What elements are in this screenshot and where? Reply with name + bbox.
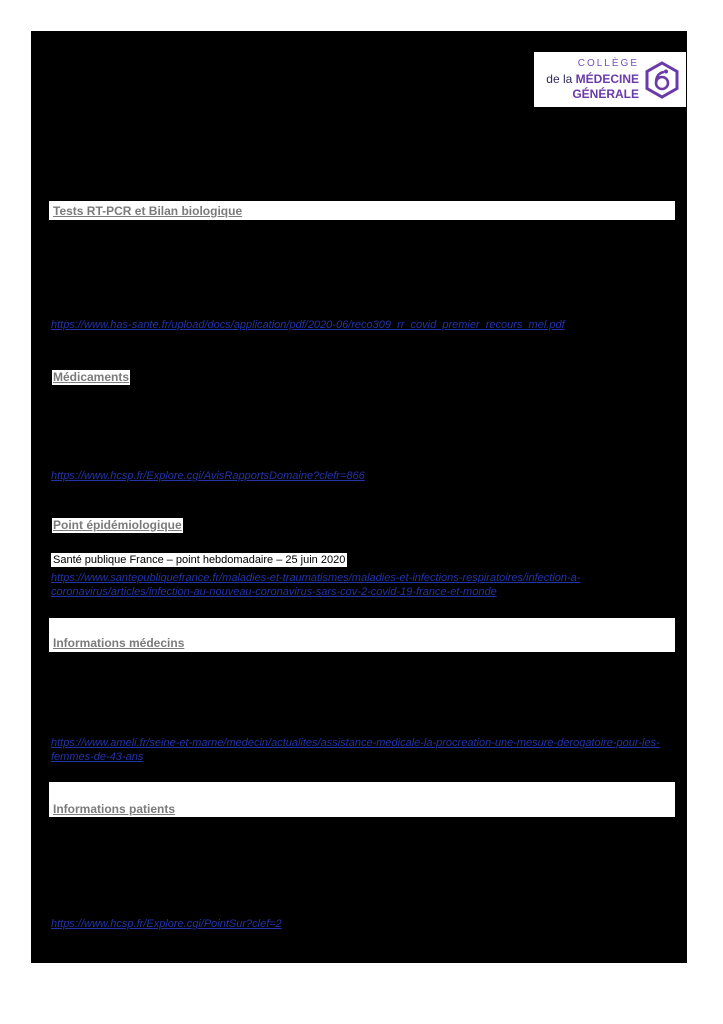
heading-epidemio: Point épidémiologique — [53, 518, 182, 532]
logo-line1: COLLÈGE — [577, 58, 639, 69]
logo-line2-prefix: de la — [546, 72, 576, 86]
college-medecine-generale-logo — [534, 52, 686, 107]
logo-line3: GÉNÉRALE — [572, 87, 639, 101]
link-hcsp-point-sur[interactable]: https://www.hcsp.fr/Explore.cgi/PointSur?clef=2 — [51, 918, 282, 930]
link-hcsp-avis[interactable]: https://www.hcsp.fr/Explore.cgi/AvisRapportsDomaine?clefr=866 — [51, 470, 365, 482]
logo-line2-bold: MÉDECINE — [575, 72, 639, 86]
heading-patients: Informations patients — [53, 802, 176, 816]
link-has-sante[interactable]: https://www.has-sante.fr/upload/docs/application/pdf/2020-06/reco309_rr_covid_premier_recours_mel.pdf — [51, 319, 565, 331]
document-page — [31, 31, 687, 963]
cmg-logo-icon — [644, 61, 680, 99]
logo-line2 — [546, 72, 639, 86]
epidemio-source-text: Santé publique France – point hebdomadaire – 25 juin 2020 — [53, 554, 346, 566]
link-ameli[interactable]: https://www.ameli.fr/seine-et-marne/medecin/actualites/assistance-medicale-la-procreation-une-mesure-derogatoire-pour-les-femmes-de-43-ans — [51, 737, 660, 763]
heading-medicaments: Médicaments — [53, 370, 130, 384]
heading-tests: Tests RT-PCR et Bilan biologique — [53, 204, 243, 218]
heading-medecins: Informations médecins — [53, 636, 185, 650]
link-sante-publique-france[interactable]: https://www.santepubliquefrance.fr/maladies-et-traumatismes/maladies-et-infections-respiratoires/infection-a-coronavirus/articles/infection-au-nouveau-coronavirus-sars-cov-2-covid-19-france-et-monde — [51, 572, 581, 598]
